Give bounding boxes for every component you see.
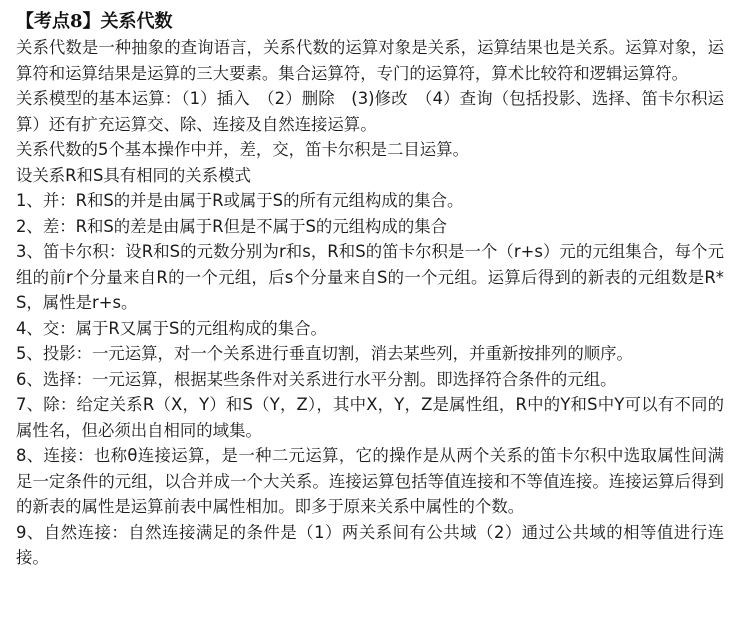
section-title: 【考点8】关系代数 [16,11,173,32]
list-item-join: 8、连接：也称θ连接运算，是一种二元运算，它的操作是从两个关系的笛卡尔积中选取属性间满足一定条件的元组，以合并成一个大关系。连接运算包括等值连接和不等值连接。连接运算后得到的新表的属性是运算前表中属性相加。即多于原来关系中属性的个数。 [16,446,724,516]
list-item-natural-join: 9、自然连接：自然连接满足的条件是（1）两关系间有公共域（2）通过公共域的相等值进行连接。 [16,522,724,567]
paragraph-basic-operations: 关系模型的基本运算：（1）插入 （2）删除 (3)修改 （4）查询（包括投影、选择、笛卡尔积运算）还有扩充运算交、除、连接及自然连接运算。 [16,89,724,134]
list-item-difference: 2、差：R和S的差是由属于R但是不属于S的元组构成的集合 [16,216,447,236]
paragraph-binary-operations: 关系代数的5个基本操作中并，差，交，笛卡尔积是二目运算。 [16,140,469,159]
paragraph-intro: 关系代数是一种抽象的查询语言，关系代数的运算对象是关系，运算结果也是关系。运算对象，运算符和运算结果是运算的三大要素。集合运算符，专门的运算符，算术比较符和逻辑运算符。 [16,38,724,83]
list-item-division: 7、除：给定关系R（X，Y）和S（Y，Z），其中X，Y，Z是属性组，R中的Y和S中Y可以有不同的属性名，但必须出自相同的域集。 [16,395,724,440]
document-page [16,8,724,571]
list-item-projection: 5、投影：一元运算，对一个关系进行垂直切割，消去某些列，并重新按排列的顺序。 [16,344,633,363]
list-item-cartesian-product: 3、笛卡尔积：设R和S的元数分别为r和s，R和S的笛卡尔积是一个（r+s）元的元组集合，每个元组的前r个分量来自R的一个元组，后s个分量来自S的一个元组。运算后得到的新表的元组数是R*S，属性是r+s。 [16,242,724,312]
list-item-selection: 6、选择：一元运算，根据某些条件对关系进行水平分割。即选择符合条件的元组。 [16,369,617,389]
list-item-union: 1、并：R和S的并是由属于R或属于S的所有元组构成的集合。 [16,191,464,210]
list-item-intersection: 4、交：属于R又属于S的元组构成的集合。 [16,318,327,338]
paragraph-schema-assumption: 设关系R和S具有相同的关系模式 [16,165,251,185]
